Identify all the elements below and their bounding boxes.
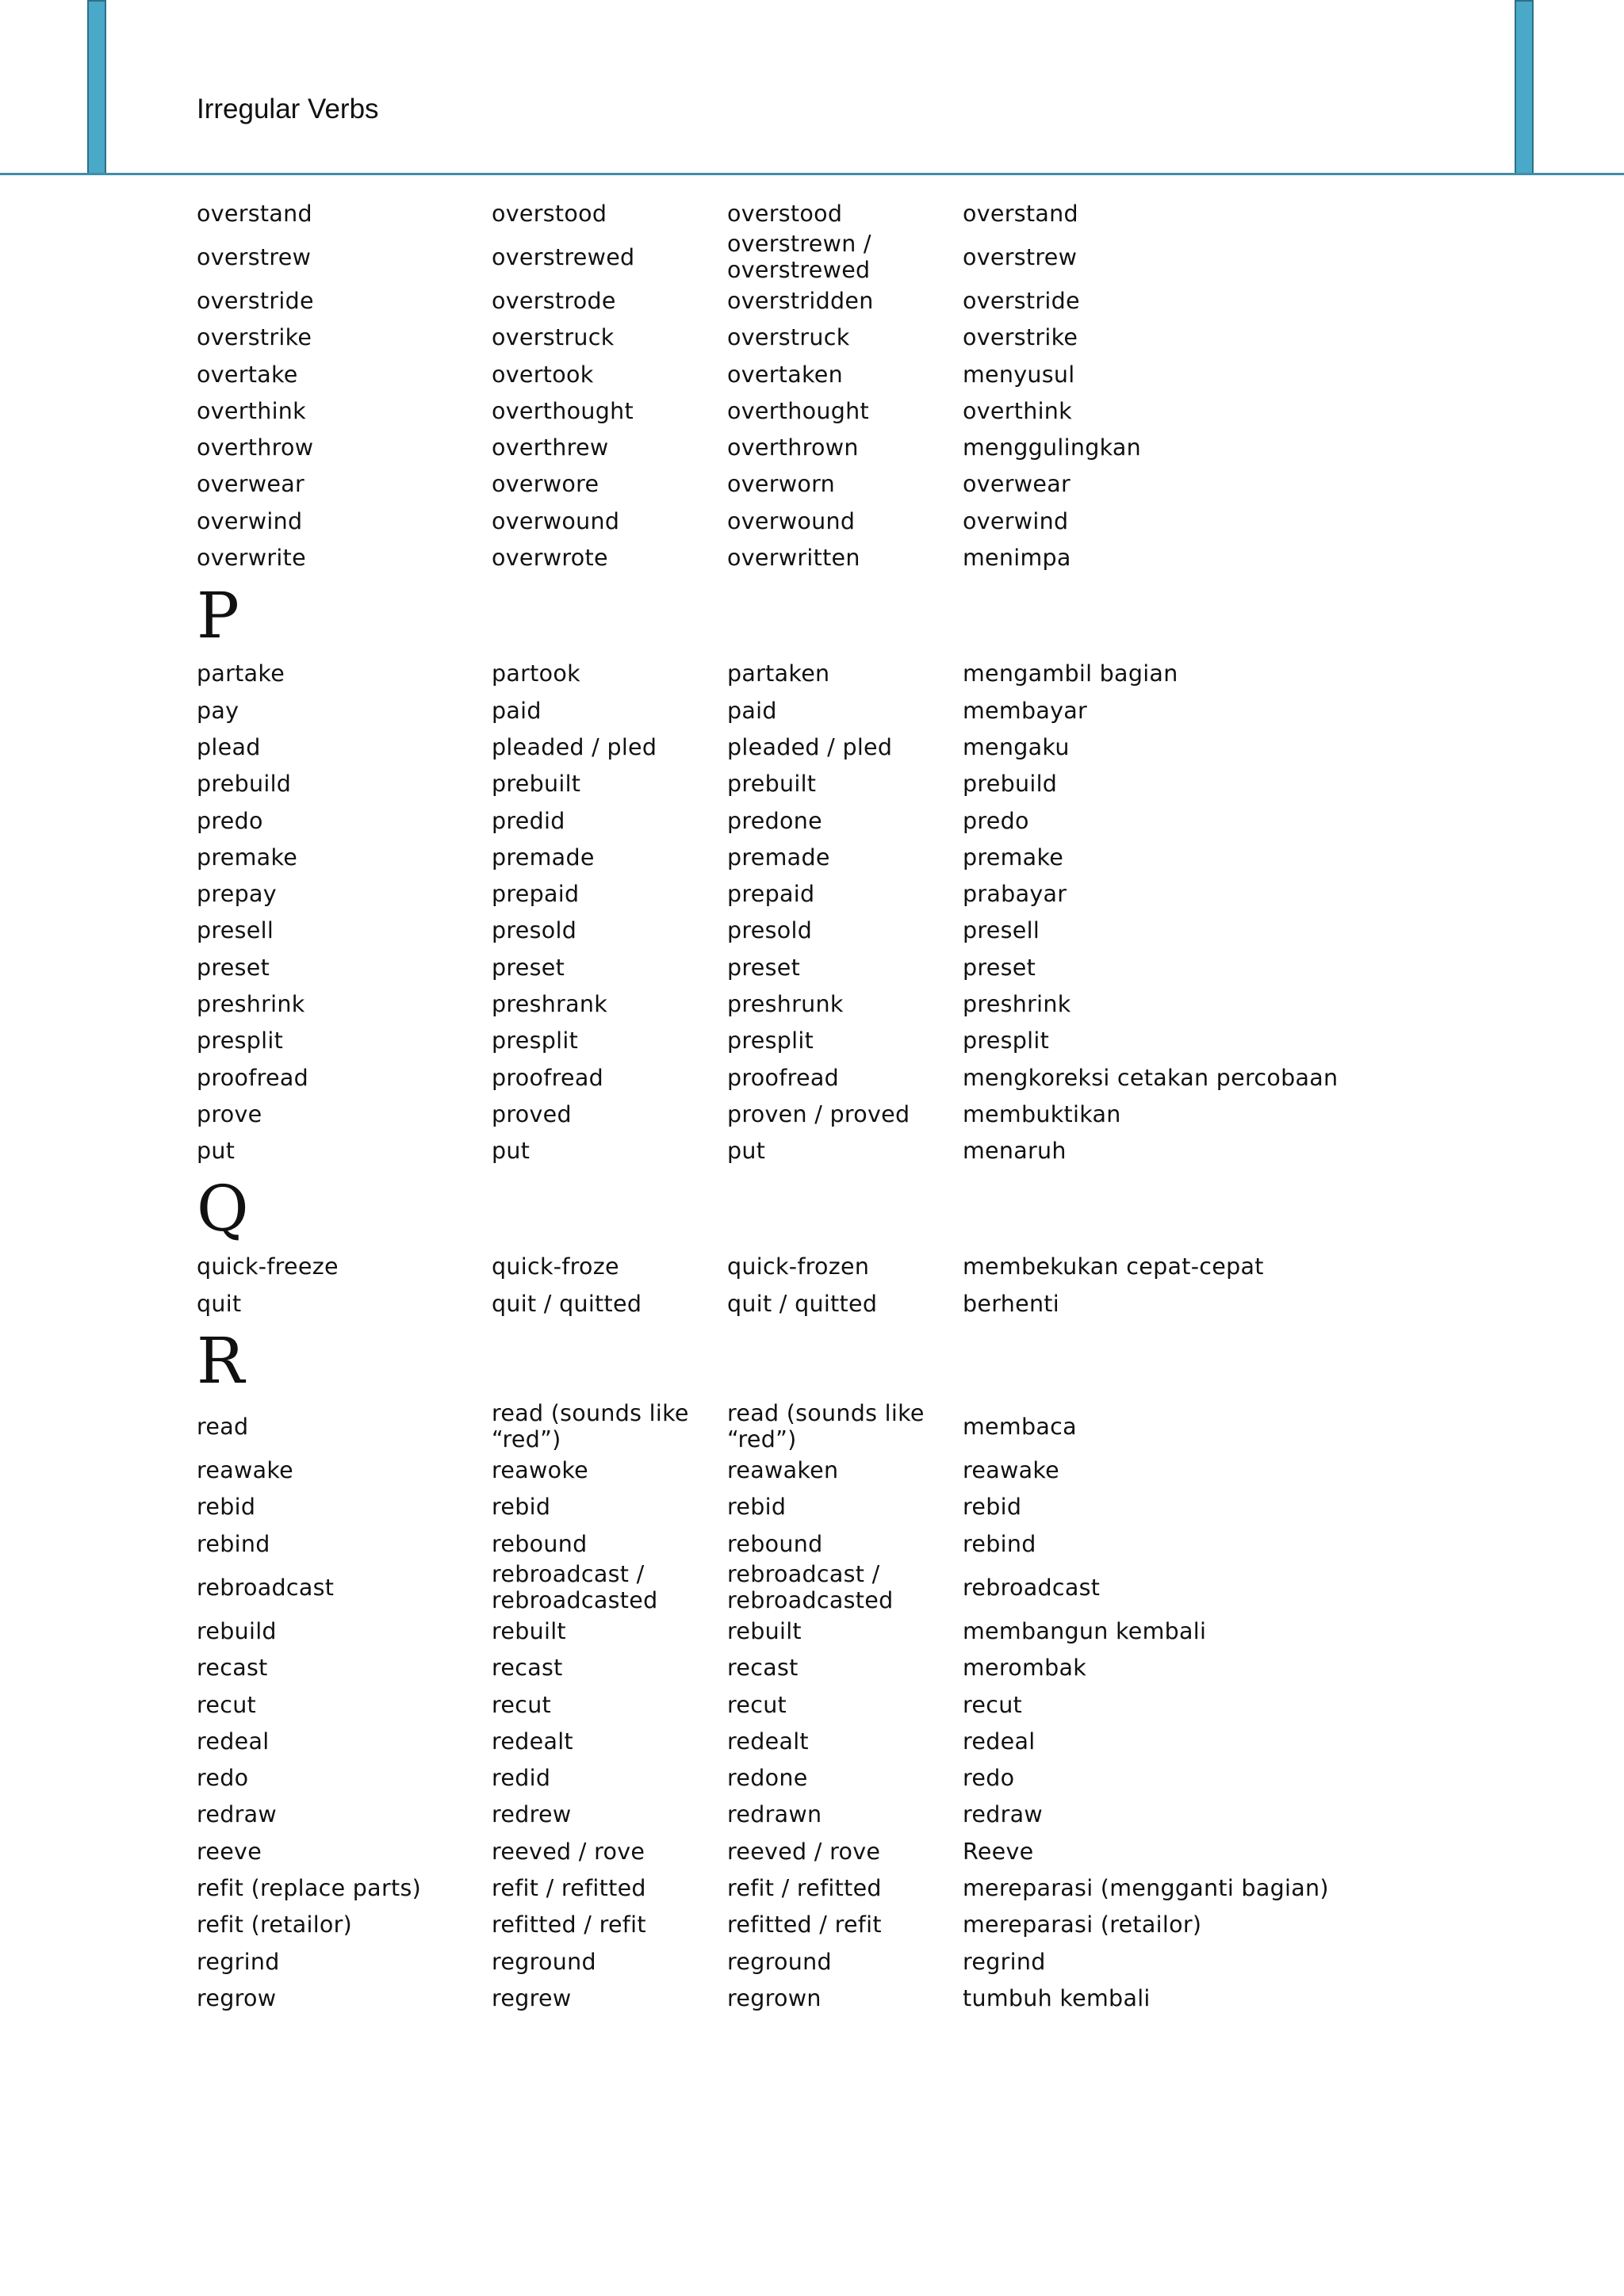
table-row [197, 195, 1497, 232]
past-participle-cell: quick-frozen [727, 1253, 870, 1280]
past-simple-cell: reawoke [492, 1457, 588, 1484]
past-simple-cell: quit / quitted [492, 1290, 642, 1317]
past-participle-cell: reground [727, 1948, 832, 1975]
translation-cell: prabayar [963, 881, 1067, 908]
past-simple-cell: rebound [492, 1530, 588, 1557]
translation-cell: mereparasi (mengganti bagian) [963, 1875, 1329, 1902]
translation-cell: preset [963, 954, 1036, 981]
translation-cell: overthink [963, 397, 1072, 424]
past-participle-cell: overthrown [727, 434, 859, 461]
translation-cell: presell [963, 917, 1040, 944]
table-row [197, 392, 1497, 429]
past-participle-cell: rebuilt [727, 1617, 802, 1644]
past-simple-cell: rebroadcast / rebroadcasted [492, 1561, 658, 1614]
translation-cell: tumbuh kembali [963, 1984, 1151, 2011]
past-simple-cell: overwore [492, 471, 599, 498]
table-row [197, 1562, 1497, 1613]
past-simple-cell: reground [492, 1948, 596, 1975]
table-row [197, 1943, 1497, 1980]
past-participle-cell: overstridden [727, 287, 874, 314]
past-participle-cell: overstrewn / overstrewed [727, 231, 871, 284]
past-simple-cell: overstrode [492, 287, 616, 314]
section-letter-r: R [197, 1324, 245, 1399]
past-participle-cell: overstruck [727, 324, 850, 351]
base-form-cell: overwrite [197, 545, 306, 572]
past-simple-cell: prebuilt [492, 771, 581, 798]
table-row [197, 1489, 1497, 1525]
table-row [197, 1833, 1497, 1869]
translation-cell: overwind [963, 507, 1069, 534]
translation-cell: mengaku [963, 733, 1070, 760]
base-form-cell: regrow [197, 1984, 277, 2011]
base-form-cell: redraw [197, 1801, 278, 1828]
past-participle-cell: overwritten [727, 545, 860, 572]
translation-cell: overstand [963, 200, 1078, 227]
base-form-cell: overtake [197, 361, 298, 388]
table-row [197, 985, 1497, 1022]
translation-cell: redeal [963, 1728, 1036, 1755]
table-row [197, 539, 1497, 576]
past-participle-cell: redrawn [727, 1801, 822, 1828]
base-form-cell: pay [197, 697, 239, 724]
base-form-cell: premake [197, 844, 298, 871]
past-participle-cell: presplit [727, 1027, 814, 1054]
base-form-cell: rebroadcast [197, 1574, 335, 1601]
translation-cell: berhenti [963, 1290, 1059, 1317]
base-form-cell: rebind [197, 1530, 270, 1557]
past-simple-cell: proved [492, 1100, 572, 1127]
past-participle-cell: refitted / refit [727, 1911, 882, 1938]
base-form-cell: recast [197, 1655, 268, 1682]
table-row [197, 1650, 1497, 1686]
past-simple-cell: recast [492, 1655, 563, 1682]
past-simple-cell: read (sounds like “red”) [492, 1400, 689, 1453]
table-row [197, 1613, 1497, 1649]
translation-cell: reawake [963, 1457, 1059, 1484]
table-row [197, 1452, 1497, 1488]
base-form-cell: refit (retailor) [197, 1911, 353, 1938]
table-row [197, 503, 1497, 539]
table-row [197, 802, 1497, 839]
base-form-cell: reawake [197, 1457, 293, 1484]
translation-cell: rebind [963, 1530, 1036, 1557]
table-row [197, 1797, 1497, 1833]
past-participle-cell: presold [727, 917, 813, 944]
past-participle-cell: pleaded / pled [727, 733, 893, 760]
past-participle-cell: recast [727, 1655, 799, 1682]
base-form-cell: predo [197, 807, 263, 834]
past-participle-cell: redone [727, 1765, 808, 1792]
base-form-cell: redo [197, 1765, 249, 1792]
past-participle-cell: overstood [727, 200, 843, 227]
past-participle-cell: proofread [727, 1064, 839, 1091]
translation-cell: overstrike [963, 324, 1078, 351]
past-participle-cell: read (sounds like “red”) [727, 1400, 925, 1453]
past-simple-cell: refit / refitted [492, 1875, 646, 1902]
base-form-cell: recut [197, 1691, 257, 1718]
section-letter-p: P [197, 578, 239, 652]
translation-cell: mengambil bagian [963, 660, 1178, 687]
past-simple-cell: overthrew [492, 434, 609, 461]
section-letter-q: Q [197, 1171, 249, 1246]
past-simple-cell: proofread [492, 1064, 603, 1091]
right-accent-bar [1515, 0, 1534, 174]
base-form-cell: prove [197, 1100, 262, 1127]
table-row [197, 1869, 1497, 1906]
translation-cell: membaca [963, 1413, 1077, 1440]
table-row [197, 1096, 1497, 1132]
table-row [197, 1760, 1497, 1797]
page-title: Irregular Verbs [197, 94, 379, 124]
past-simple-cell: pleaded / pled [492, 733, 657, 760]
translation-cell: overwear [963, 471, 1071, 498]
translation-cell: prebuild [963, 771, 1058, 798]
past-simple-cell: paid [492, 697, 542, 724]
past-simple-cell: recut [492, 1691, 552, 1718]
base-form-cell: overwind [197, 507, 303, 534]
past-participle-cell: quit / quitted [727, 1290, 878, 1317]
table-row [197, 1525, 1497, 1562]
table-row [197, 1686, 1497, 1723]
base-form-cell: rebuild [197, 1617, 277, 1644]
base-form-cell: partake [197, 660, 285, 687]
translation-cell: rebroadcast [963, 1574, 1101, 1601]
past-participle-cell: overthought [727, 397, 869, 424]
past-simple-cell: redrew [492, 1801, 572, 1828]
translation-cell: mengkoreksi cetakan percobaan [963, 1064, 1339, 1091]
base-form-cell: overstride [197, 287, 314, 314]
translation-cell: rebid [963, 1494, 1022, 1521]
translation-cell: menyusul [963, 361, 1075, 388]
base-form-cell: presplit [197, 1027, 284, 1054]
past-participle-cell: prebuilt [727, 771, 817, 798]
table-row [197, 656, 1497, 692]
past-participle-cell: overworn [727, 471, 835, 498]
translation-cell: membangun kembali [963, 1617, 1207, 1644]
base-form-cell: quick-freeze [197, 1253, 339, 1280]
past-simple-cell: overstood [492, 200, 607, 227]
past-simple-cell: regrew [492, 1984, 572, 2011]
past-participle-cell: prepaid [727, 881, 815, 908]
past-participle-cell: reawaken [727, 1457, 839, 1484]
base-form-cell: regrind [197, 1948, 280, 1975]
past-simple-cell: rebuilt [492, 1617, 566, 1644]
past-participle-cell: rebid [727, 1494, 787, 1521]
table-row [197, 1285, 1497, 1322]
base-form-cell: proofread [197, 1064, 308, 1091]
translation-cell: premake [963, 844, 1064, 871]
past-simple-cell: overtook [492, 361, 594, 388]
past-simple-cell: quick-froze [492, 1253, 619, 1280]
past-simple-cell: redid [492, 1765, 551, 1792]
base-form-cell: rebid [197, 1494, 256, 1521]
past-participle-cell: preset [727, 954, 801, 981]
table-row [197, 320, 1497, 356]
translation-cell: menimpa [963, 545, 1071, 572]
table-row [197, 1249, 1497, 1285]
table-row [197, 1059, 1497, 1096]
base-form-cell: plead [197, 733, 261, 760]
past-participle-cell: put [727, 1138, 766, 1165]
past-participle-cell: overwound [727, 507, 856, 534]
base-form-cell: reeve [197, 1838, 262, 1865]
translation-cell: membayar [963, 697, 1088, 724]
past-simple-cell: predid [492, 807, 565, 834]
past-participle-cell: proven / proved [727, 1100, 910, 1127]
base-form-cell: redeal [197, 1728, 270, 1755]
table-row [197, 1133, 1497, 1169]
base-form-cell: overstrike [197, 324, 312, 351]
past-simple-cell: premade [492, 844, 595, 871]
translation-cell: membekukan cepat-cepat [963, 1253, 1264, 1280]
table-row [197, 766, 1497, 802]
past-simple-cell: overwound [492, 507, 620, 534]
past-simple-cell: overwrote [492, 545, 608, 572]
base-form-cell: preshrink [197, 990, 305, 1017]
past-participle-cell: partaken [727, 660, 830, 687]
past-participle-cell: premade [727, 844, 830, 871]
table-row [197, 232, 1497, 282]
table-row [197, 729, 1497, 765]
table-row [197, 692, 1497, 729]
translation-cell: menggulingkan [963, 434, 1142, 461]
past-simple-cell: refitted / refit [492, 1911, 646, 1938]
table-row [197, 429, 1497, 465]
translation-cell: predo [963, 807, 1029, 834]
left-accent-bar [87, 0, 106, 174]
table-row [197, 1723, 1497, 1759]
past-simple-cell: prepaid [492, 881, 580, 908]
table-row [197, 1023, 1497, 1059]
base-form-cell: quit [197, 1290, 242, 1317]
table-row [197, 1401, 1497, 1452]
base-form-cell: preset [197, 954, 270, 981]
past-simple-cell: overstruck [492, 324, 615, 351]
table-row [197, 356, 1497, 392]
base-form-cell: overthrow [197, 434, 314, 461]
past-simple-cell: presplit [492, 1027, 579, 1054]
past-simple-cell: rebid [492, 1494, 551, 1521]
past-participle-cell: rebroadcast / rebroadcasted [727, 1561, 894, 1614]
base-form-cell: read [197, 1413, 249, 1440]
past-participle-cell: regrown [727, 1984, 822, 2011]
past-participle-cell: preshrunk [727, 990, 844, 1017]
translation-cell: mereparasi (retailor) [963, 1911, 1202, 1938]
verb-table [197, 195, 1497, 2017]
header-rule [0, 173, 1624, 175]
past-participle-cell: overtaken [727, 361, 843, 388]
past-simple-cell: overstrewed [492, 243, 635, 270]
translation-cell: redo [963, 1765, 1015, 1792]
past-simple-cell: redealt [492, 1728, 573, 1755]
base-form-cell: overwear [197, 471, 304, 498]
past-simple-cell: reeved / rove [492, 1838, 645, 1865]
past-simple-cell: preshrank [492, 990, 608, 1017]
base-form-cell: presell [197, 917, 274, 944]
past-simple-cell: presold [492, 917, 577, 944]
past-participle-cell: refit / refitted [727, 1875, 882, 1902]
past-simple-cell: overthought [492, 397, 634, 424]
past-participle-cell: paid [727, 697, 777, 724]
table-row [197, 949, 1497, 985]
past-participle-cell: redealt [727, 1728, 809, 1755]
base-form-cell: refit (replace parts) [197, 1875, 422, 1902]
translation-cell: overstrew [963, 243, 1078, 270]
past-simple-cell: put [492, 1138, 530, 1165]
table-row [197, 875, 1497, 912]
translation-cell: overstride [963, 287, 1080, 314]
translation-cell: preshrink [963, 990, 1071, 1017]
base-form-cell: put [197, 1138, 236, 1165]
table-row [197, 282, 1497, 319]
past-participle-cell: predone [727, 807, 822, 834]
translation-cell: redraw [963, 1801, 1044, 1828]
table-row [197, 913, 1497, 949]
past-participle-cell: reeved / rove [727, 1838, 881, 1865]
base-form-cell: prepay [197, 881, 277, 908]
table-row [197, 1907, 1497, 1943]
base-form-cell: overstand [197, 200, 312, 227]
base-form-cell: overthink [197, 397, 306, 424]
translation-cell: regrind [963, 1948, 1046, 1975]
table-row [197, 839, 1497, 875]
table-row [197, 466, 1497, 503]
base-form-cell: prebuild [197, 771, 292, 798]
table-row [197, 1980, 1497, 2016]
translation-cell: menaruh [963, 1138, 1067, 1165]
past-participle-cell: rebound [727, 1530, 823, 1557]
past-simple-cell: partook [492, 660, 580, 687]
translation-cell: recut [963, 1691, 1023, 1718]
base-form-cell: overstrew [197, 243, 312, 270]
translation-cell: presplit [963, 1027, 1050, 1054]
translation-cell: Reeve [963, 1838, 1034, 1865]
past-simple-cell: preset [492, 954, 565, 981]
translation-cell: membuktikan [963, 1100, 1121, 1127]
past-participle-cell: recut [727, 1691, 787, 1718]
translation-cell: merombak [963, 1655, 1087, 1682]
